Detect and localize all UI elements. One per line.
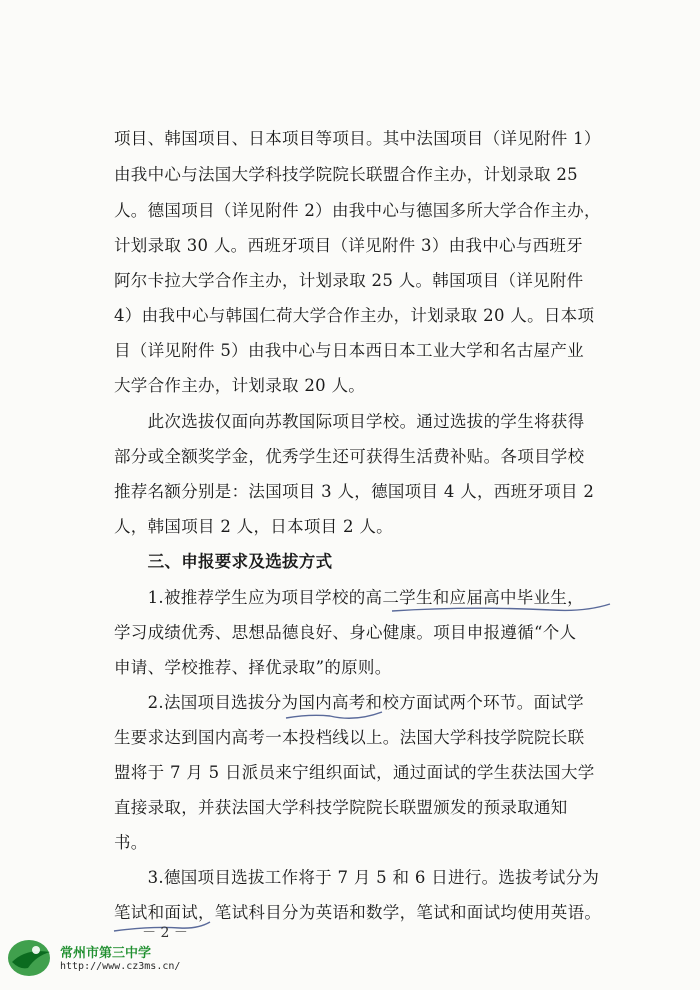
text-line: 生要求达到国内高考一本投档线以上。法国大学科技学院院长联 xyxy=(114,728,585,747)
text-line: 直接录取，并获法国大学科技学院院长联盟颁发的预录取通知 xyxy=(114,798,568,817)
text-line: 人，韩国项目 2 人，日本项目 2 人。 xyxy=(114,517,393,536)
text-line: 2.法国项目选拔分为国内高考和校方面试两个环节。面试学 xyxy=(114,693,584,712)
text-line: 目（详见附件 5）由我中心与日本西日本工业大学和名古屋产业 xyxy=(114,341,584,360)
school-name: 常州市第三中学 xyxy=(60,946,152,961)
text-line: 4）由我中心与韩国仁荷大学合作主办，计划录取 20 人。日本项 xyxy=(114,306,595,325)
text-line: 3.德国项目选拔工作将于 7 月 5 和 6 日进行。选拔考试分为 xyxy=(114,868,600,887)
text-line: 学习成绩优秀、思想品德良好、身心健康。项目申报遵循“个人 xyxy=(114,623,577,642)
text-line: 推荐名额分别是：法国项目 3 人，德国项目 4 人，西班牙项目 2 xyxy=(114,482,595,501)
text-line: 盟将于 7 月 5 日派员来宁组织面试，通过面试的学生获法国大学 xyxy=(114,763,595,782)
page-number: － 2 － xyxy=(142,925,188,941)
text-line: 由我中心与法国大学科技学院院长联盟合作主办，计划录取 25 xyxy=(114,165,578,184)
text-line: 笔试和面试，笔试科目分为英语和数学，笔试和面试均使用英语。 xyxy=(114,903,602,922)
text-line: 书。 xyxy=(114,833,148,852)
text-line: 部分或全额奖学金，优秀学生还可获得生活费补贴。各项目学校 xyxy=(114,447,585,466)
text-line: 大学合作主办，计划录取 20 人。 xyxy=(114,376,366,395)
text-line: 申请、学校推荐、择优录取”的原则。 xyxy=(114,658,392,677)
text-line: 1.被推荐学生应为项目学校的高二学生和应届高中毕业生， xyxy=(114,588,584,607)
text-line: 项目、韩国项目、日本项目等项目。其中法国项目（详见附件 1） xyxy=(114,129,601,148)
text-line: 此次选拔仅面向苏教国际项目学校。通过选拔的学生将获得 xyxy=(114,412,585,431)
text-line: 人。德国项目（详见附件 2）由我中心与德国多所大学合作主办， xyxy=(114,201,601,220)
school-logo-icon xyxy=(6,934,58,980)
watermark xyxy=(6,934,206,984)
text-line: 阿尔卡拉大学合作主办，计划录取 25 人。韩国项目（详见附件 xyxy=(114,271,584,290)
school-url: http://www.cz3ms.cn/ xyxy=(60,961,181,972)
text-line: 计划录取 30 人。西班牙项目（详见附件 3）由我中心与西班牙 xyxy=(114,236,584,255)
section-heading: 三、申报要求及选拔方式 xyxy=(114,552,333,571)
